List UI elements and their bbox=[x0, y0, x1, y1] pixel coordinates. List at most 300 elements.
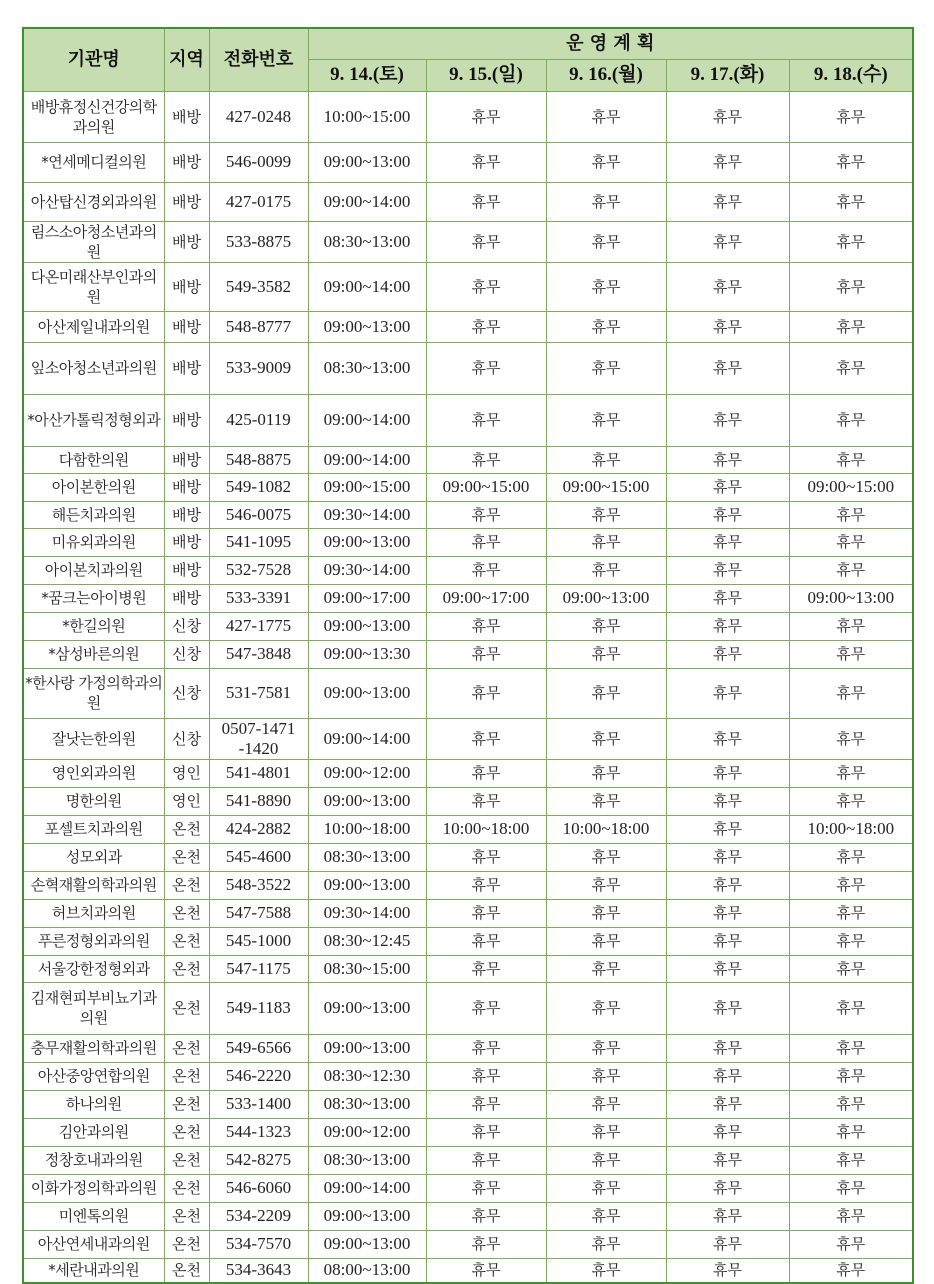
day-hours: 휴무 bbox=[789, 1118, 913, 1146]
day-hours: 휴무 bbox=[546, 1202, 666, 1230]
day-hours: 09:00~15:00 bbox=[789, 473, 913, 501]
clinic-name: 다온미래산부인과의원 bbox=[23, 262, 164, 311]
day-hours: 휴무 bbox=[666, 1202, 789, 1230]
phone-number: 544-1323 bbox=[209, 1118, 308, 1146]
day-hours: 09:00~13:00 bbox=[789, 584, 913, 612]
day-hours: 휴무 bbox=[666, 759, 789, 787]
table-row bbox=[23, 955, 913, 982]
table-row bbox=[23, 262, 913, 311]
day-hours: 08:30~13:00 bbox=[308, 1146, 426, 1174]
day-hours: 09:00~15:00 bbox=[426, 473, 546, 501]
clinic-name: 아산중앙연합의원 bbox=[23, 1062, 164, 1090]
table-row bbox=[23, 528, 913, 556]
day-hours: 휴무 bbox=[426, 394, 546, 446]
table-row bbox=[23, 612, 913, 640]
day-hours: 휴무 bbox=[666, 815, 789, 843]
region: 온천 bbox=[164, 1202, 209, 1230]
clinic-name: 아이본치과의원 bbox=[23, 556, 164, 584]
day-hours: 08:00~13:00 bbox=[308, 1258, 426, 1283]
day-hours: 휴무 bbox=[666, 668, 789, 718]
phone-number: 545-4600 bbox=[209, 843, 308, 871]
day-hours: 휴무 bbox=[546, 1258, 666, 1283]
day-hours: 휴무 bbox=[426, 1202, 546, 1230]
phone-number: 0507-1471 -1420 bbox=[209, 718, 308, 759]
table-row bbox=[23, 142, 913, 182]
phone-number: 549-1183 bbox=[209, 982, 308, 1034]
day-hours: 휴무 bbox=[789, 759, 913, 787]
clinic-name: 영인외과의원 bbox=[23, 759, 164, 787]
day-hours: 08:30~13:00 bbox=[308, 342, 426, 394]
day-hours: 휴무 bbox=[789, 982, 913, 1034]
table-row bbox=[23, 815, 913, 843]
day-hours: 휴무 bbox=[789, 142, 913, 182]
header-phone: 전화번호 bbox=[209, 28, 308, 91]
table-row bbox=[23, 1174, 913, 1202]
day-hours: 휴무 bbox=[666, 718, 789, 759]
phone-number: 534-3643 bbox=[209, 1258, 308, 1283]
table-row bbox=[23, 718, 913, 759]
phone-number: 541-4801 bbox=[209, 759, 308, 787]
table-row bbox=[23, 1062, 913, 1090]
phone-number: 547-3848 bbox=[209, 640, 308, 668]
day-hours: 10:00~18:00 bbox=[546, 815, 666, 843]
day-hours: 휴무 bbox=[426, 612, 546, 640]
day-hours: 09:00~15:00 bbox=[546, 473, 666, 501]
phone-number: 541-8890 bbox=[209, 787, 308, 815]
day-hours: 휴무 bbox=[789, 612, 913, 640]
region: 온천 bbox=[164, 871, 209, 899]
phone-number: 425-0119 bbox=[209, 394, 308, 446]
region: 온천 bbox=[164, 815, 209, 843]
day-hours: 휴무 bbox=[666, 1062, 789, 1090]
region: 신창 bbox=[164, 640, 209, 668]
region: 배방 bbox=[164, 528, 209, 556]
day-hours: 휴무 bbox=[426, 342, 546, 394]
day-hours: 휴무 bbox=[426, 1090, 546, 1118]
day-hours: 09:00~13:00 bbox=[308, 612, 426, 640]
day-hours: 08:30~12:45 bbox=[308, 927, 426, 955]
region: 영인 bbox=[164, 759, 209, 787]
table-row bbox=[23, 1230, 913, 1258]
day-hours: 휴무 bbox=[666, 394, 789, 446]
day-hours: 휴무 bbox=[666, 142, 789, 182]
region: 배방 bbox=[164, 446, 209, 473]
table-row bbox=[23, 221, 913, 262]
clinic-name: 림스소아청소년과의원 bbox=[23, 221, 164, 262]
day-hours: 휴무 bbox=[426, 843, 546, 871]
day-hours: 휴무 bbox=[666, 843, 789, 871]
day-hours: 휴무 bbox=[546, 1062, 666, 1090]
region: 배방 bbox=[164, 262, 209, 311]
table-row bbox=[23, 91, 913, 142]
day-hours: 휴무 bbox=[546, 759, 666, 787]
region: 온천 bbox=[164, 1146, 209, 1174]
phone-number: 546-0075 bbox=[209, 501, 308, 528]
day-hours: 휴무 bbox=[789, 528, 913, 556]
region: 온천 bbox=[164, 899, 209, 927]
clinic-name: 미유외과의원 bbox=[23, 528, 164, 556]
header-day: 9. 16.(월) bbox=[546, 59, 666, 91]
day-hours: 09:30~14:00 bbox=[308, 899, 426, 927]
region: 배방 bbox=[164, 182, 209, 221]
clinic-name: 잎소아청소년과의원 bbox=[23, 342, 164, 394]
day-hours: 휴무 bbox=[666, 1174, 789, 1202]
day-hours: 휴무 bbox=[546, 311, 666, 342]
day-hours: 휴무 bbox=[666, 871, 789, 899]
day-hours: 09:00~13:00 bbox=[308, 982, 426, 1034]
day-hours: 휴무 bbox=[789, 501, 913, 528]
day-hours: 휴무 bbox=[426, 982, 546, 1034]
phone-number: 533-9009 bbox=[209, 342, 308, 394]
day-hours: 10:00~18:00 bbox=[789, 815, 913, 843]
day-hours: 휴무 bbox=[546, 342, 666, 394]
table-row bbox=[23, 311, 913, 342]
phone-number: 532-7528 bbox=[209, 556, 308, 584]
region: 온천 bbox=[164, 1062, 209, 1090]
day-hours: 휴무 bbox=[789, 955, 913, 982]
day-hours: 휴무 bbox=[546, 501, 666, 528]
region: 배방 bbox=[164, 342, 209, 394]
day-hours: 휴무 bbox=[666, 1090, 789, 1118]
day-hours: 휴무 bbox=[666, 1230, 789, 1258]
day-hours: 휴무 bbox=[546, 1230, 666, 1258]
day-hours: 09:00~13:00 bbox=[308, 1230, 426, 1258]
table-row bbox=[23, 446, 913, 473]
clinic-name: 이화가정의학과의원 bbox=[23, 1174, 164, 1202]
day-hours: 휴무 bbox=[789, 927, 913, 955]
phone-number: 427-1775 bbox=[209, 612, 308, 640]
clinic-name: 성모외과 bbox=[23, 843, 164, 871]
table-row bbox=[23, 1258, 913, 1283]
day-hours: 휴무 bbox=[546, 612, 666, 640]
day-hours: 09:00~13:00 bbox=[308, 311, 426, 342]
day-hours: 휴무 bbox=[426, 556, 546, 584]
table-row bbox=[23, 556, 913, 584]
clinic-name: *세란내과의원 bbox=[23, 1258, 164, 1283]
day-hours: 09:00~13:00 bbox=[308, 871, 426, 899]
day-hours: 휴무 bbox=[789, 640, 913, 668]
phone-number: 534-2209 bbox=[209, 1202, 308, 1230]
header-day: 9. 17.(화) bbox=[666, 59, 789, 91]
table-row bbox=[23, 1090, 913, 1118]
day-hours: 휴무 bbox=[666, 1118, 789, 1146]
day-hours: 휴무 bbox=[546, 556, 666, 584]
day-hours: 09:00~13:00 bbox=[308, 142, 426, 182]
region: 온천 bbox=[164, 843, 209, 871]
day-hours: 09:00~14:00 bbox=[308, 1174, 426, 1202]
day-hours: 휴무 bbox=[426, 262, 546, 311]
day-hours: 휴무 bbox=[666, 899, 789, 927]
day-hours: 09:00~12:00 bbox=[308, 759, 426, 787]
clinic-name: *꿈크는아이병원 bbox=[23, 584, 164, 612]
clinic-name: *한사랑 가정의학과의원 bbox=[23, 668, 164, 718]
day-hours: 휴무 bbox=[789, 871, 913, 899]
table-row bbox=[23, 1118, 913, 1146]
day-hours: 휴무 bbox=[426, 221, 546, 262]
day-hours: 08:30~13:00 bbox=[308, 221, 426, 262]
table-row bbox=[23, 584, 913, 612]
day-hours: 휴무 bbox=[426, 955, 546, 982]
clinic-name: 하나의원 bbox=[23, 1090, 164, 1118]
region: 온천 bbox=[164, 1118, 209, 1146]
phone-number: 548-3522 bbox=[209, 871, 308, 899]
phone-number: 548-8875 bbox=[209, 446, 308, 473]
table-body bbox=[23, 91, 913, 1283]
region: 온천 bbox=[164, 955, 209, 982]
day-hours: 휴무 bbox=[426, 528, 546, 556]
day-hours: 휴무 bbox=[546, 871, 666, 899]
table-row bbox=[23, 394, 913, 446]
day-hours: 휴무 bbox=[546, 394, 666, 446]
region: 배방 bbox=[164, 311, 209, 342]
phone-number: 533-3391 bbox=[209, 584, 308, 612]
day-hours: 휴무 bbox=[789, 311, 913, 342]
day-hours: 휴무 bbox=[546, 640, 666, 668]
day-hours: 휴무 bbox=[426, 446, 546, 473]
day-hours: 휴무 bbox=[666, 1258, 789, 1283]
table-row bbox=[23, 759, 913, 787]
region: 배방 bbox=[164, 556, 209, 584]
day-hours: 휴무 bbox=[546, 955, 666, 982]
day-hours: 10:00~18:00 bbox=[308, 815, 426, 843]
day-hours: 휴무 bbox=[666, 556, 789, 584]
phone-number: 547-1175 bbox=[209, 955, 308, 982]
day-hours: 09:00~17:00 bbox=[308, 584, 426, 612]
day-hours: 10:00~18:00 bbox=[426, 815, 546, 843]
day-hours: 09:00~13:00 bbox=[308, 1202, 426, 1230]
day-hours: 휴무 bbox=[666, 221, 789, 262]
table-row bbox=[23, 501, 913, 528]
day-hours: 휴무 bbox=[666, 182, 789, 221]
day-hours: 휴무 bbox=[426, 1258, 546, 1283]
day-hours: 휴무 bbox=[666, 1034, 789, 1062]
clinic-name: 푸른정형외과의원 bbox=[23, 927, 164, 955]
table-row bbox=[23, 1202, 913, 1230]
phone-number: 547-7588 bbox=[209, 899, 308, 927]
table-row bbox=[23, 871, 913, 899]
day-hours: 09:00~14:00 bbox=[308, 182, 426, 221]
day-hours: 휴무 bbox=[789, 91, 913, 142]
clinic-name: 아산연세내과의원 bbox=[23, 1230, 164, 1258]
day-hours: 휴무 bbox=[426, 668, 546, 718]
phone-number: 427-0175 bbox=[209, 182, 308, 221]
clinic-name: 김재현피부비뇨기과의원 bbox=[23, 982, 164, 1034]
table-row bbox=[23, 787, 913, 815]
phone-number: 542-8275 bbox=[209, 1146, 308, 1174]
day-hours: 휴무 bbox=[426, 871, 546, 899]
region: 신창 bbox=[164, 612, 209, 640]
clinic-name: 해든치과의원 bbox=[23, 501, 164, 528]
day-hours: 휴무 bbox=[546, 221, 666, 262]
day-hours: 휴무 bbox=[789, 446, 913, 473]
day-hours: 휴무 bbox=[789, 718, 913, 759]
day-hours: 휴무 bbox=[426, 142, 546, 182]
day-hours: 휴무 bbox=[789, 1146, 913, 1174]
clinic-name: 아산탑신경외과의원 bbox=[23, 182, 164, 221]
region: 신창 bbox=[164, 718, 209, 759]
day-hours: 09:00~13:00 bbox=[546, 584, 666, 612]
day-hours: 휴무 bbox=[789, 1258, 913, 1283]
clinic-name: 김안과의원 bbox=[23, 1118, 164, 1146]
day-hours: 09:00~14:00 bbox=[308, 262, 426, 311]
day-hours: 휴무 bbox=[666, 584, 789, 612]
day-hours: 09:00~14:00 bbox=[308, 718, 426, 759]
day-hours: 휴무 bbox=[666, 982, 789, 1034]
clinic-name: 포셀트치과의원 bbox=[23, 815, 164, 843]
header-region: 지역 bbox=[164, 28, 209, 91]
header-day: 9. 15.(일) bbox=[426, 59, 546, 91]
header-operation-plan: 운 영 계 획 bbox=[308, 28, 913, 59]
day-hours: 휴무 bbox=[546, 1146, 666, 1174]
day-hours: 휴무 bbox=[546, 1090, 666, 1118]
day-hours: 휴무 bbox=[666, 262, 789, 311]
region: 온천 bbox=[164, 927, 209, 955]
day-hours: 휴무 bbox=[789, 221, 913, 262]
region: 온천 bbox=[164, 1174, 209, 1202]
day-hours: 휴무 bbox=[546, 446, 666, 473]
region: 배방 bbox=[164, 584, 209, 612]
day-hours: 휴무 bbox=[546, 528, 666, 556]
day-hours: 휴무 bbox=[789, 668, 913, 718]
region: 배방 bbox=[164, 91, 209, 142]
phone-number: 531-7581 bbox=[209, 668, 308, 718]
phone-number: 545-1000 bbox=[209, 927, 308, 955]
day-hours: 휴무 bbox=[789, 1062, 913, 1090]
day-hours: 휴무 bbox=[666, 311, 789, 342]
region: 온천 bbox=[164, 1034, 209, 1062]
day-hours: 휴무 bbox=[426, 899, 546, 927]
day-hours: 휴무 bbox=[666, 1146, 789, 1174]
clinic-name: 다함한의원 bbox=[23, 446, 164, 473]
table-row bbox=[23, 640, 913, 668]
clinic-name: 잘낫는한의원 bbox=[23, 718, 164, 759]
day-hours: 휴무 bbox=[546, 262, 666, 311]
day-hours: 09:00~13:00 bbox=[308, 668, 426, 718]
region: 배방 bbox=[164, 394, 209, 446]
day-hours: 휴무 bbox=[666, 640, 789, 668]
table-row bbox=[23, 1034, 913, 1062]
day-hours: 휴무 bbox=[789, 1090, 913, 1118]
day-hours: 휴무 bbox=[789, 556, 913, 584]
day-hours: 휴무 bbox=[666, 955, 789, 982]
day-hours: 휴무 bbox=[666, 612, 789, 640]
day-hours: 08:30~15:00 bbox=[308, 955, 426, 982]
table-row bbox=[23, 473, 913, 501]
table-row bbox=[23, 342, 913, 394]
day-hours: 휴무 bbox=[789, 342, 913, 394]
table-row bbox=[23, 927, 913, 955]
day-hours: 09:00~13:00 bbox=[308, 528, 426, 556]
day-hours: 휴무 bbox=[666, 501, 789, 528]
day-hours: 휴무 bbox=[546, 1174, 666, 1202]
day-hours: 휴무 bbox=[426, 1146, 546, 1174]
day-hours: 08:30~13:00 bbox=[308, 843, 426, 871]
day-hours: 09:00~13:30 bbox=[308, 640, 426, 668]
day-hours: 휴무 bbox=[426, 927, 546, 955]
clinic-name: *삼성바른의원 bbox=[23, 640, 164, 668]
region: 배방 bbox=[164, 473, 209, 501]
day-hours: 휴무 bbox=[789, 1174, 913, 1202]
clinic-name: *연세메디컬의원 bbox=[23, 142, 164, 182]
day-hours: 휴무 bbox=[426, 1118, 546, 1146]
day-hours: 휴무 bbox=[789, 1230, 913, 1258]
table-row bbox=[23, 182, 913, 221]
day-hours: 휴무 bbox=[426, 91, 546, 142]
clinic-name: 아이본한의원 bbox=[23, 473, 164, 501]
clinic-schedule-table bbox=[22, 27, 914, 1284]
day-hours: 휴무 bbox=[426, 501, 546, 528]
day-hours: 휴무 bbox=[789, 1202, 913, 1230]
phone-number: 546-6060 bbox=[209, 1174, 308, 1202]
table-row bbox=[23, 982, 913, 1034]
day-hours: 휴무 bbox=[546, 668, 666, 718]
day-hours: 휴무 bbox=[546, 843, 666, 871]
clinic-name: 명한의원 bbox=[23, 787, 164, 815]
day-hours: 09:00~14:00 bbox=[308, 446, 426, 473]
day-hours: 휴무 bbox=[666, 342, 789, 394]
region: 배방 bbox=[164, 142, 209, 182]
day-hours: 휴무 bbox=[789, 182, 913, 221]
day-hours: 08:30~13:00 bbox=[308, 1090, 426, 1118]
day-hours: 휴무 bbox=[789, 843, 913, 871]
day-hours: 09:30~14:00 bbox=[308, 501, 426, 528]
clinic-name: 아산제일내과의원 bbox=[23, 311, 164, 342]
day-hours: 09:00~13:00 bbox=[308, 787, 426, 815]
day-hours: 휴무 bbox=[789, 787, 913, 815]
table-row bbox=[23, 1146, 913, 1174]
header-name: 기관명 bbox=[23, 28, 164, 91]
phone-number: 427-0248 bbox=[209, 91, 308, 142]
day-hours: 09:30~14:00 bbox=[308, 556, 426, 584]
phone-number: 546-2220 bbox=[209, 1062, 308, 1090]
day-hours: 09:00~12:00 bbox=[308, 1118, 426, 1146]
day-hours: 휴무 bbox=[666, 787, 789, 815]
clinic-name: 미엔톡의원 bbox=[23, 1202, 164, 1230]
day-hours: 휴무 bbox=[426, 311, 546, 342]
clinic-name: 정창호내과의원 bbox=[23, 1146, 164, 1174]
header-day: 9. 18.(수) bbox=[789, 59, 913, 91]
phone-number: 548-8777 bbox=[209, 311, 308, 342]
region: 신창 bbox=[164, 668, 209, 718]
day-hours: 휴무 bbox=[546, 927, 666, 955]
day-hours: 08:30~12:30 bbox=[308, 1062, 426, 1090]
day-hours: 09:00~13:00 bbox=[308, 1034, 426, 1062]
day-hours: 휴무 bbox=[426, 1034, 546, 1062]
phone-number: 533-1400 bbox=[209, 1090, 308, 1118]
clinic-name: 허브치과의원 bbox=[23, 899, 164, 927]
clinic-name: 배방휴정신건강의학과의원 bbox=[23, 91, 164, 142]
day-hours: 휴무 bbox=[789, 262, 913, 311]
header-day: 9. 14.(토) bbox=[308, 59, 426, 91]
day-hours: 휴무 bbox=[666, 473, 789, 501]
phone-number: 549-3582 bbox=[209, 262, 308, 311]
clinic-name: 서울강한정형외과 bbox=[23, 955, 164, 982]
region: 배방 bbox=[164, 221, 209, 262]
clinic-name: 손혁재활의학과의원 bbox=[23, 871, 164, 899]
phone-number: 549-1082 bbox=[209, 473, 308, 501]
phone-number: 534-7570 bbox=[209, 1230, 308, 1258]
day-hours: 10:00~15:00 bbox=[308, 91, 426, 142]
table-row bbox=[23, 843, 913, 871]
day-hours: 휴무 bbox=[426, 640, 546, 668]
day-hours: 휴무 bbox=[426, 718, 546, 759]
clinic-name: *아산가톨릭정형외과 bbox=[23, 394, 164, 446]
table-row bbox=[23, 899, 913, 927]
day-hours: 휴무 bbox=[666, 927, 789, 955]
phone-number: 549-6566 bbox=[209, 1034, 308, 1062]
day-hours: 휴무 bbox=[546, 182, 666, 221]
day-hours: 09:00~17:00 bbox=[426, 584, 546, 612]
